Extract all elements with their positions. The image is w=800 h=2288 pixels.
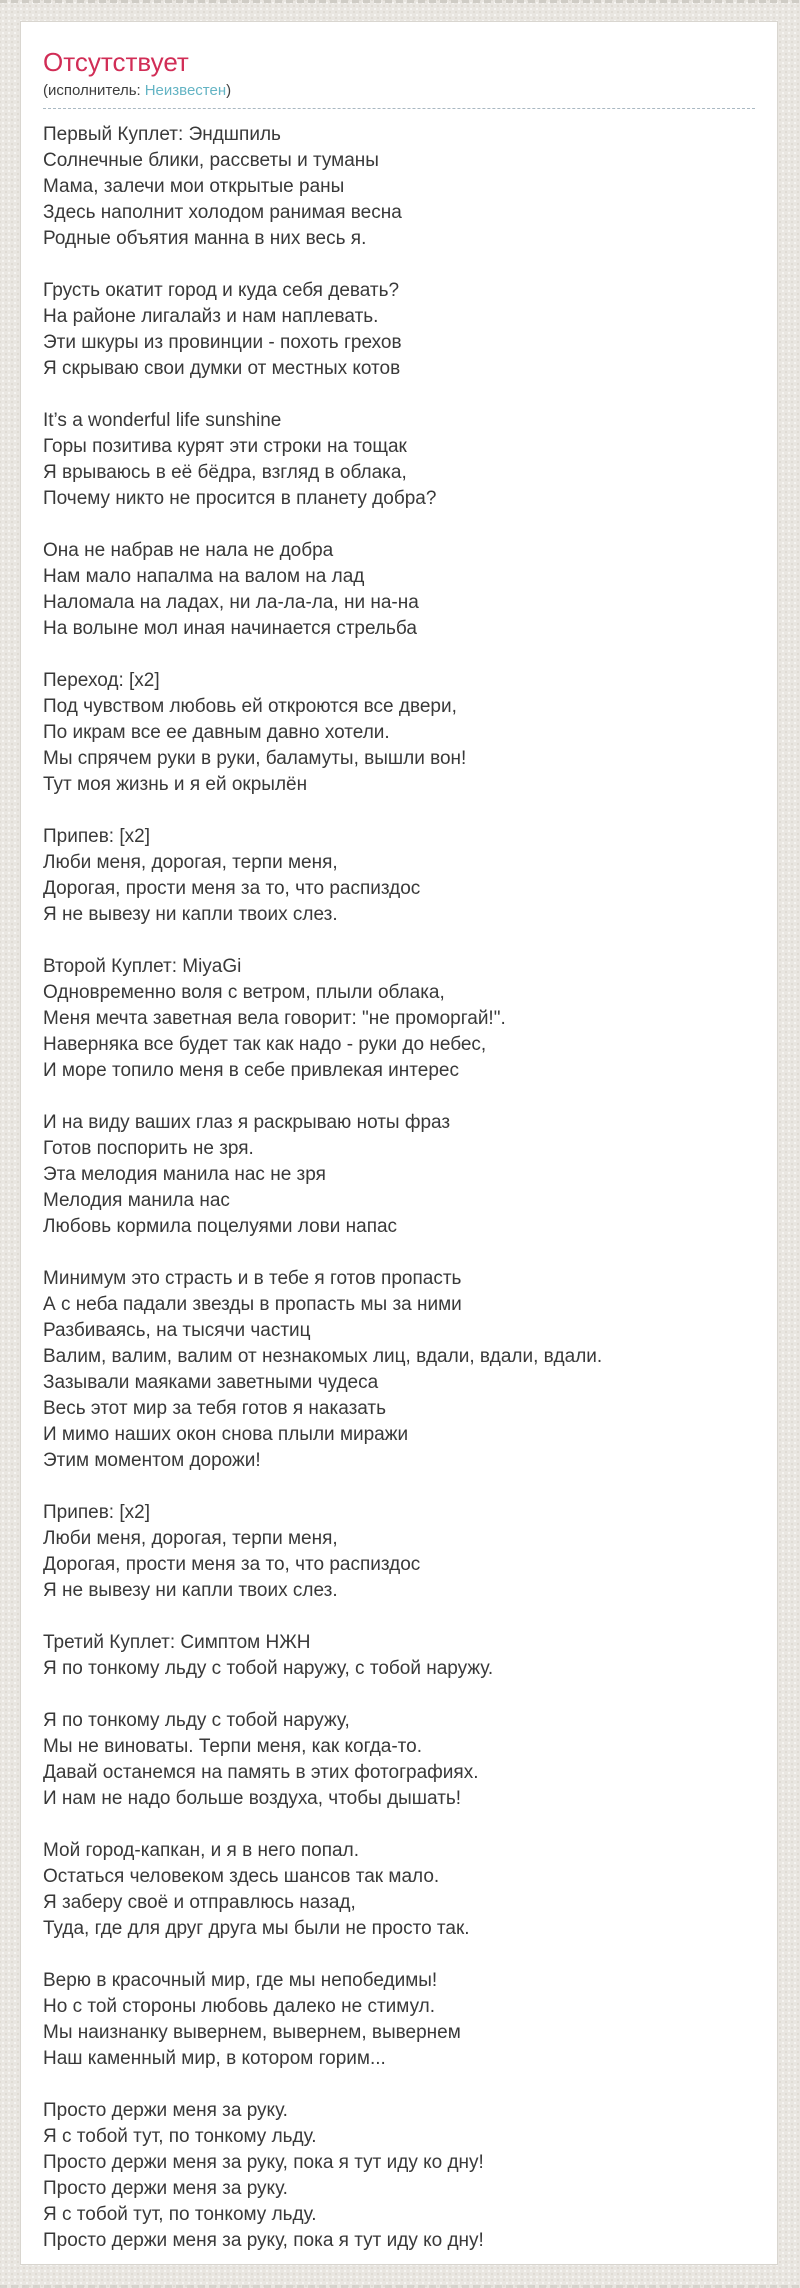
stanza xyxy=(43,824,755,928)
lyrics-line: Почему никто не просится в планету добра? xyxy=(43,488,437,509)
lyrics-line: Любовь кормила поцелуями лови напас xyxy=(43,1216,398,1237)
lyrics-line: И море топило меня в себе привлекая интерес xyxy=(43,1060,459,1081)
lyrics-line: Меня мечта заветная вела говорит: "не проморгай!". xyxy=(43,1008,506,1029)
lyrics-line: Верю в красочный мир, где мы непобедимы! xyxy=(43,1970,438,1991)
lyrics-line: На районе лигалайз и нам наплевать. xyxy=(43,306,379,327)
lyrics-line: По икрам все ее давным давно хотели. xyxy=(43,722,390,743)
lyrics-line: Тут моя жизнь и я ей окрылён xyxy=(43,774,308,795)
lyrics-line: И мимо наших окон снова плыли миражи xyxy=(43,1424,409,1445)
lyrics-line: А с неба падали звезды в пропасть мы за ними xyxy=(43,1294,462,1315)
lyrics-line: Мама, залечи мои открытые раны xyxy=(43,176,345,197)
lyrics-line: Я с тобой тут, по тонкому льду. xyxy=(43,2126,317,2147)
lyrics-line: Эта мелодия манила нас не зря xyxy=(43,1164,326,1185)
lyrics-line: Солнечные блики, рассветы и туманы xyxy=(43,150,379,171)
lyrics-line: Под чувством любовь ей откроются все двери, xyxy=(43,696,457,717)
lyrics-line: Дорогая, прости меня за то, что распиздос xyxy=(43,878,421,899)
lyrics-line: Просто держи меня за руку. xyxy=(43,2178,288,2199)
artist-line xyxy=(43,81,755,109)
lyrics-line: Мелодия манила нас xyxy=(43,1190,230,1211)
artist-link[interactable]: Неизвестен xyxy=(144,82,227,99)
lyrics-line: Просто держи меня за руку, пока я тут иду ко дну! xyxy=(43,2230,484,2251)
lyrics-line: Валим, валим, валим от незнакомых лиц, вдали, вдали, вдали. xyxy=(43,1346,603,1367)
lyrics-line: Давай останемся на память в этих фотографиях. xyxy=(43,1762,479,1783)
lyrics-line: Я не вывезу ни капли твоих слез. xyxy=(43,1580,338,1601)
lyrics-line: It’s a wonderful life sunshine xyxy=(43,410,282,431)
artist-label-prefix: (исполнитель: xyxy=(43,82,141,99)
lyrics-line: Второй Куплет: MiyaGi xyxy=(43,956,242,977)
stanza xyxy=(43,278,755,382)
lyrics-line: Одновременно воля с ветром, плыли облака, xyxy=(43,982,445,1003)
lyrics-line: Я по тонкому льду с тобой наружу, с тобой наружу. xyxy=(43,1658,494,1679)
lyrics-line: И на виду ваших глаз я раскрываю ноты фраз xyxy=(43,1112,451,1133)
lyrics-line: Нам мало напалма на валом на лад xyxy=(43,566,365,587)
lyrics-line: Туда, где для друг друга мы были не просто так. xyxy=(43,1918,470,1939)
stanza xyxy=(43,668,755,798)
lyrics-line: Минимум это страсть и в тебе я готов пропасть xyxy=(43,1268,462,1289)
lyrics-line: Наломала на ладах, ни ла-ла-ла, ни на-на xyxy=(43,592,419,613)
song-title: Отсутствует xyxy=(43,47,189,77)
stanza xyxy=(43,1968,755,2072)
stanza xyxy=(43,2098,755,2254)
lyrics-line: Готов поспорить не зря. xyxy=(43,1138,254,1159)
lyrics-line: Переход: [x2] xyxy=(43,670,160,691)
stanza xyxy=(43,1110,755,1240)
lyrics-line: Я не вывезу ни капли твоих слез. xyxy=(43,904,338,925)
lyrics-card xyxy=(20,21,778,2265)
lyrics-line: Дорогая, прости меня за то, что распиздос xyxy=(43,1554,421,1575)
lyrics-line: Люби меня, дорогая, терпи меня, xyxy=(43,852,338,873)
lyrics-line: Припев: [x2] xyxy=(43,1502,150,1523)
lyrics-line: Она не набрав не нала не добра xyxy=(43,540,334,561)
lyrics-line: Я по тонкому льду с тобой наружу, xyxy=(43,1710,350,1731)
lyrics-line: Мой город-капкан, и я в него попал. xyxy=(43,1840,359,1861)
lyrics-line: Я скрываю свои думки от местных котов xyxy=(43,358,401,379)
lyrics-line: На волыне мол иная начинается стрельба xyxy=(43,618,417,639)
lyrics-line: Я врываюсь в её бёдра, взгляд в облака, xyxy=(43,462,407,483)
stanza xyxy=(43,538,755,642)
artist-label-suffix: ) xyxy=(226,82,232,99)
stanza xyxy=(43,408,755,512)
lyrics-line: Просто держи меня за руку. xyxy=(43,2100,288,2121)
lyrics-line: Здесь наполнит холодом ранимая весна xyxy=(43,202,402,223)
stanza xyxy=(43,1838,755,1942)
lyrics-line: Родные объятия манна в них весь я. xyxy=(43,228,367,249)
page-top-dashed-texture xyxy=(0,0,800,3)
lyrics-line: Первый Куплет: Эндшпиль xyxy=(43,124,281,145)
lyrics-line: Остаться человеком здесь шансов так мало. xyxy=(43,1866,440,1887)
stanza xyxy=(43,1266,755,1474)
lyrics-line: Зазывали маяками заветными чудеса xyxy=(43,1372,379,1393)
lyrics-line: Горы позитива курят эти строки на тощак xyxy=(43,436,407,457)
lyrics-line: Но с той стороны любовь далеко не стимул. xyxy=(43,1996,436,2017)
lyrics-line: Третий Куплет: Симптом НЖН xyxy=(43,1632,311,1653)
stanza xyxy=(43,122,755,252)
lyrics-line: Припев: [x2] xyxy=(43,826,150,847)
lyrics-line: Я заберу своё и отправлюсь назад, xyxy=(43,1892,356,1913)
lyrics-line: Весь этот мир за тебя готов я наказать xyxy=(43,1398,387,1419)
lyrics-line: Просто держи меня за руку, пока я тут иду ко дну! xyxy=(43,2152,484,2173)
lyrics-line: Разбиваясь, на тысячи частиц xyxy=(43,1320,311,1341)
stanza xyxy=(43,1630,755,1682)
lyrics-line: Эти шкуры из провинции - похоть грехов xyxy=(43,332,402,353)
lyrics-line: Наш каменный мир, в котором горим... xyxy=(43,2048,386,2069)
lyrics-line: Люби меня, дорогая, терпи меня, xyxy=(43,1528,338,1549)
lyrics-line: Я с тобой тут, по тонкому льду. xyxy=(43,2204,317,2225)
lyrics-line: Этим моментом дорожи! xyxy=(43,1450,261,1471)
lyrics-line: Мы наизнанку вывернем, вывернем, вывернем xyxy=(43,2022,461,2043)
lyrics-line: Наверняка все будет так как надо - руки до небес, xyxy=(43,1034,487,1055)
lyrics xyxy=(43,122,755,2254)
lyrics-line: И нам не надо больше воздуха, чтобы дышать! xyxy=(43,1788,462,1809)
stanza xyxy=(43,1708,755,1812)
lyrics-line: Мы не виноваты. Терпи меня, как когда-то. xyxy=(43,1736,423,1757)
stanza xyxy=(43,1500,755,1604)
lyrics-line: Грусть окатит город и куда себя девать? xyxy=(43,280,400,301)
lyrics-line: Мы спрячем руки в руки, баламуты, вышли вон! xyxy=(43,748,467,769)
stanza xyxy=(43,954,755,1084)
